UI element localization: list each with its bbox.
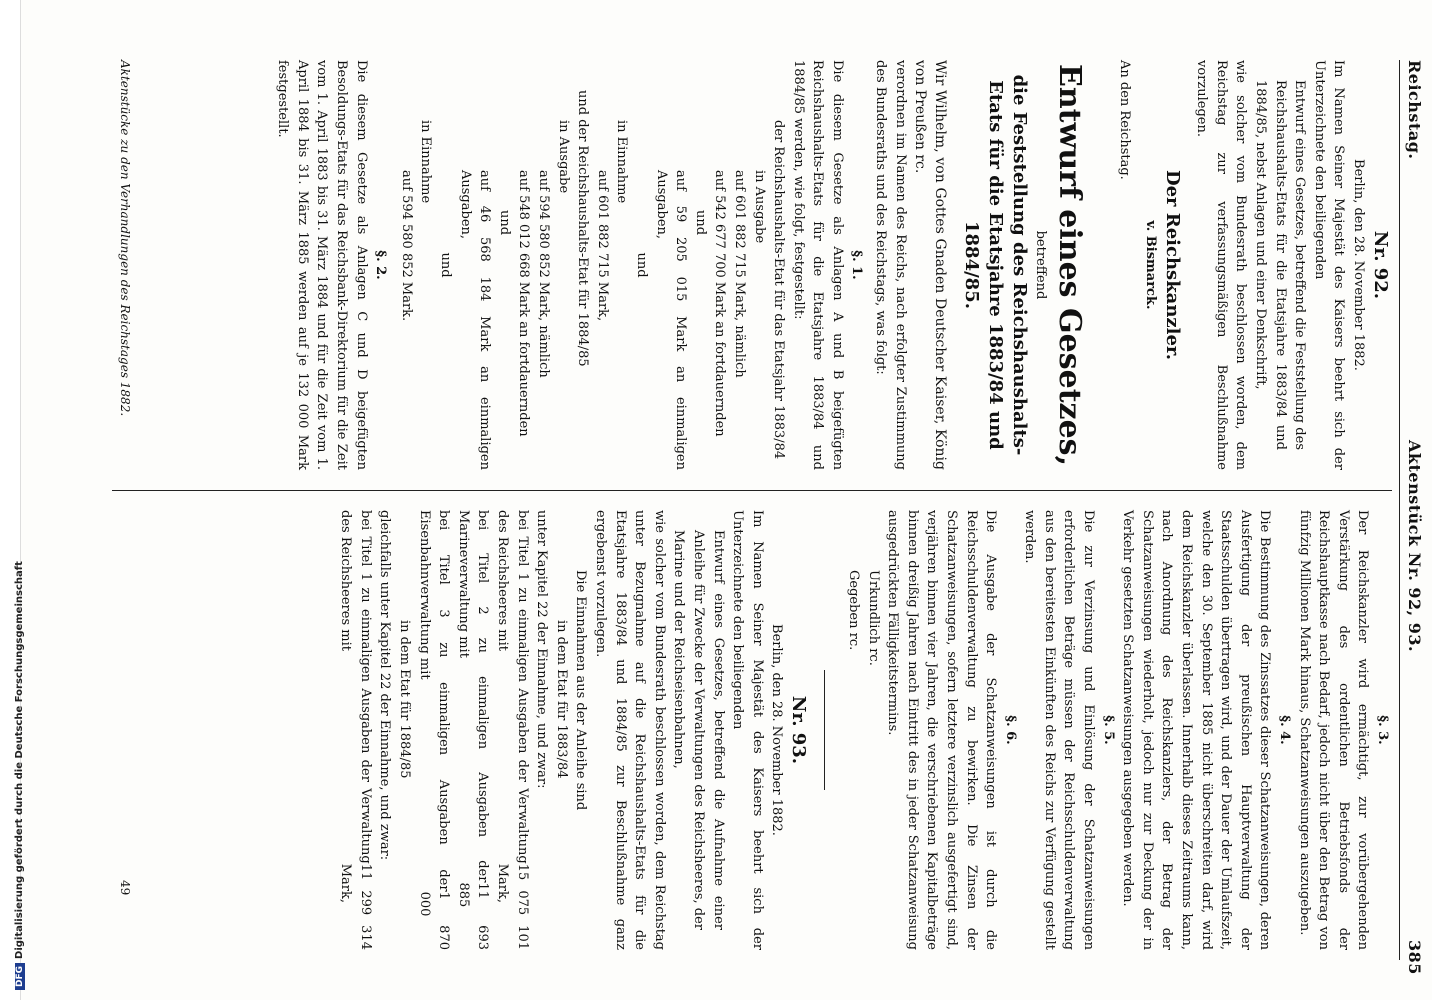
s1-line: auf 601 882 715 Mark, <box>594 170 610 322</box>
section-5-head: §. 5. <box>1100 715 1116 745</box>
column-divider <box>112 490 1392 491</box>
law-title: Entwurf eines Gesetzes, <box>1052 63 1088 467</box>
titel-3-row <box>414 510 453 950</box>
addressee-92: An den Reichstag. <box>1117 60 1133 180</box>
titel-1-value: 15 075 101 Mark, <box>495 863 530 950</box>
bundesrath-93: wie solcher vom Bundesrath beschlossen worden, dem Reichstag unter Bezugnahme auf die Reichshaushalts-Etats für die Etatsjahre 1883/84 und 1884/85 zur Beschlußnahme ganz ergebenst vorzulegen. <box>593 510 667 950</box>
signer-name-92: v. Bismarck. <box>1142 220 1158 310</box>
titel-2-value: 11 693 885 <box>455 882 491 950</box>
einnahmen-line: Die Einnahmen aus der Anleihe sind <box>573 570 589 811</box>
section-3-text: Der Reichskanzler wird ermächtigt, zur vorübergehenden Verstärkung des ordentlichen Betriebsfonds der Reichshauptkasse nach Bedarf, jedoch nicht über den Betrag von fünfzig Millionen Mark hinaus, Schatzanweisungen auszugeben. <box>1296 510 1371 950</box>
titel-3-label: bei Titel 3 zu einmaligen Ausgaben der Eisenbahnverwaltung mit <box>416 510 452 892</box>
titel-1b-value: 11 299 314 Mark, <box>338 863 373 950</box>
header-rule <box>1399 60 1400 960</box>
s1-line: der Reichshaushalts-Etat für das Etatsjahr 1883/84 <box>771 120 787 460</box>
section-3-head: §. 3. <box>1375 715 1390 745</box>
left-column <box>273 60 1392 470</box>
betreffend-label: betreffend <box>1033 230 1049 300</box>
s1-line: in Ausgabe <box>751 170 767 244</box>
date-line-93: Berlin, den 28. November 1882. <box>769 624 785 836</box>
section-1-text: Die diesem Gesetze als Anlagen A und B beigefügten Reichshaushalts-Etats für die Etatsjahre 1883/84 und 1884/85 werden, wie folgt, festgestellt: <box>790 60 845 470</box>
kapitel-22-line: unter Kapitel 22 der Einnahme, und zwar: <box>534 510 550 789</box>
date-line-92: Berlin, den 28. November 1882. <box>1351 159 1366 371</box>
etat-1884-line: in dem Etat für 1884/85 <box>397 620 413 779</box>
dfg-logo-badge: DFG <box>15 963 25 990</box>
section-separator <box>824 670 825 790</box>
footer-note: Aktenstücke zu den Verhandlungen des Reichstages 1882. <box>118 60 132 417</box>
s1-line: in Ausgabe <box>555 120 571 194</box>
header-page-number: 385 <box>1405 940 1424 975</box>
document-number-92: Nr. 92. <box>1370 230 1391 300</box>
signer-title-92: Der Reichskanzler. <box>1161 169 1183 361</box>
law-subject: die Feststellung des Reichshaushalts-Etats für die Etatsjahre 1883/84 und 1884/85. <box>960 74 1030 456</box>
s1-line: auf 594 580 852 Mark. <box>398 170 414 322</box>
urkundlich-line: Urkundlich rc. <box>865 570 881 666</box>
titel-1-label: bei Titel 1 zu einmaligen Ausgaben der Verwaltung des Reichsheeres mit <box>495 510 530 864</box>
s1-line: und der Reichshaushalts-Etat für 1884/85 <box>575 90 591 367</box>
s1-line: und <box>496 210 512 236</box>
s1-line: und <box>633 252 649 278</box>
section-5-text: Die zur Verzinsung und Einlösung der Schatzanweisungen erforderlichen Beträge müssen der Reichsschuldenverwaltung aus den bereitesten Einkünften des Reichs zur Verfügung gestellt werden. <box>1022 510 1097 950</box>
s1-line: auf 548 012 668 Mark an fortdauernden <box>516 170 532 437</box>
enacting-formula: Wir Wilhelm, von Gottes Gnaden Deutscher Kaiser, König von Preußen rc. <box>912 60 948 470</box>
entwurf-ref-93: Entwurf eines Gesetzes, betreffend die Aufnahme einer Anleihe für Zwecke der Verwaltungen des Reichsheeres, der Marine und der Reichseisenbahnen, <box>671 530 726 930</box>
intro-92: Im Namen Seiner Majestät des Kaisers beehrt sich der Unterzeichnete den beiliegenden <box>1311 60 1347 470</box>
intro-93: Im Namen Seiner Majestät des Kaisers beehrt sich der Unterzeichnete den beiliegenden <box>730 510 765 950</box>
section-6-text: Die Ausgabe der Schatzanweisungen ist durch die Reichsschuldenverwaltung zu bewirken. Die Zinsen der Schatzanweisungen, sofern letztere verzinslich ausgefertigt sind, verjähren binnen vier Jahren, die verschriebenen Kapitalbeträge binnen dreißig Jahren nach Eintritt des in jeder Schatzanweisung ausgedrückten Fälligkeitstermins. <box>885 510 999 950</box>
s1-line: auf 46 568 184 Mark an einmaligen Ausgaben, <box>457 170 493 470</box>
right-column <box>336 510 1392 950</box>
section-2-text: Die diesem Gesetze als Anlagen C und D beigefügten Besoldungs-Etats für das Reichsbank-Direktorium für die Zeit vom 1. April 1883 bis 31. März 1884 und für die Zeit vom 1. April 1884 bis 31. März 1885 werden auf je 132 000 Mark festgestellt. <box>275 60 369 470</box>
titel-2-label: bei Titel 2 zu einmaligen Ausgaben der Marineverwaltung mit <box>455 510 491 883</box>
header-center: Aktenstück Nr. 92, 93. <box>1405 440 1424 653</box>
gleichfalls-line: gleichfalls unter Kapitel 22 der Einnahme, und zwar: <box>377 510 393 861</box>
s1-line: auf 594 580 852 Mark, nämlich <box>536 170 551 378</box>
funding-note-text: Digitalisierung gefördert durch die Deutsche Forschungsgemeinschaft <box>14 561 25 959</box>
page-footer-number: 49 <box>118 880 132 896</box>
s1-line: auf 59 205 015 Mark an einmaligen Ausgaben, <box>653 170 689 470</box>
titel-1b-label: bei Titel 1 zu einmaligen Ausgaben der Verwaltung des Reichsheeres mit <box>338 510 373 864</box>
s1-line: in Einnahme <box>418 120 434 204</box>
s1-line: auf 542 677 700 Mark an fortdauernden <box>712 170 728 437</box>
section-6-head: §. 6. <box>1002 715 1018 745</box>
section-2-head: §. 2. <box>373 250 389 280</box>
verordnen-clause: verordnen im Namen des Reichs, nach erfolgter Zustimmung des Bundesraths und des Reichstags, was folgt: <box>873 60 908 470</box>
section-4-head: §. 4. <box>1277 715 1293 745</box>
gegeben-line: Gegeben rc. <box>845 570 861 651</box>
etat-1883-line: in dem Etat für 1883/84 <box>553 620 569 779</box>
s1-line: und <box>692 210 708 236</box>
entwurf-ref-92: Entwurf eines Gesetzes, betreffend die Feststellung des Reichshaushalts-Etats für die Etatsjahre 1883/84 und 1884/85, nebst Anlagen und einer Denkschrift, <box>1253 80 1308 450</box>
bundesrath-92: wie solcher vom Bundesrath beschlossen worden, dem Reichstag zur verfassungsmäßigen Beschlußnahme vorzulegen. <box>1194 60 1249 470</box>
titel-2-row <box>453 510 492 950</box>
titel-1b-row <box>336 510 375 950</box>
s1-line: in Einnahme <box>614 120 630 204</box>
s1-line: und <box>438 252 454 278</box>
titel-3-value: 1 870 000 <box>416 891 452 950</box>
section-1-head: §. 1. <box>849 250 865 280</box>
s1-line: auf 601 882 715 Mark, nämlich <box>731 170 747 378</box>
document-number-93: Nr. 93. <box>788 695 810 765</box>
header-left: Reichstag. <box>1405 60 1424 160</box>
section-4-text: Die Bestimmung des Zinssatzes dieser Schatzanweisungen, deren Ausfertigung der preußischen Hauptverwaltung der Staatsschulden übertragen wird, und der Dauer der Umlaufszeit, welche den 30. September 1885 nicht überschreiten darf, wird dem Reichskanzler überlassen. Innerhalb dieses Zeitraums kann, nach Anordnung des Reichskanzlers, der Betrag der Schatzanweisungen wiederholt, jedoch nur zur Deckung der in Verkehr gesetzten Schatzanweisungen ausgegeben werden. <box>1120 510 1273 950</box>
titel-1-row <box>492 510 531 950</box>
